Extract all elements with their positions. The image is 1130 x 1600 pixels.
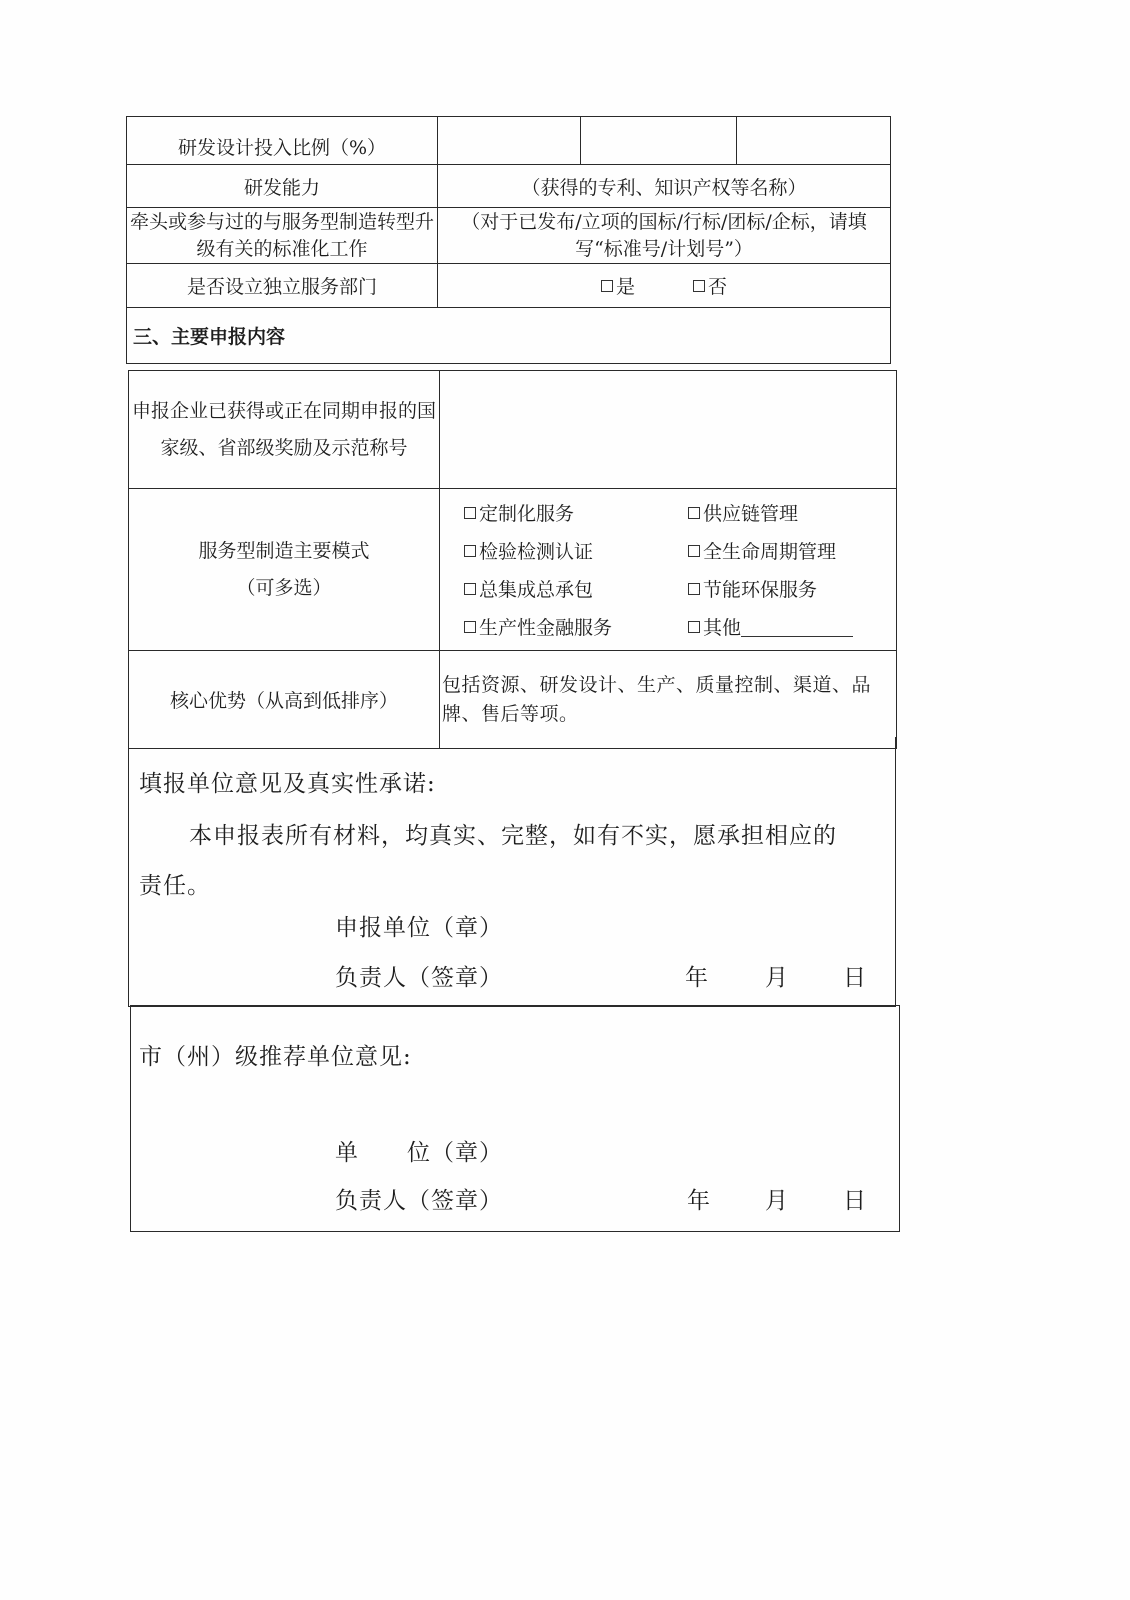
- recommend-person-signature[interactable]: 负责人（签章）: [335, 1188, 503, 1214]
- rd-ratio-cell-2[interactable]: [581, 117, 737, 165]
- recommend-day: 日: [843, 1188, 867, 1214]
- independent-dept-label: 是否设立独立服务部门: [127, 264, 438, 308]
- awards-label: 申报企业已获得或正在同期申报的国家级、省部级奖励及示范称号: [129, 371, 440, 489]
- mode-custom[interactable]: 定制化服务: [464, 499, 688, 526]
- independent-dept-options: [438, 264, 891, 308]
- recommend-year: 年: [687, 1188, 711, 1214]
- declaration-person-signature[interactable]: 负责人（签章）: [335, 965, 503, 991]
- checkbox-icon[interactable]: [688, 545, 700, 557]
- mode-inspection[interactable]: 检验检测认证: [464, 537, 688, 564]
- recommend-month: 月: [765, 1188, 789, 1214]
- basic-info-table: [126, 116, 891, 364]
- declaration-body: 本申报表所有材料，均真实、完整，如有不实，愿承担相应的: [189, 823, 837, 849]
- standard-work-label: 牵头或参与过的与服务型制造转型升级有关的标准化工作: [127, 208, 438, 264]
- checkbox-icon[interactable]: [464, 507, 476, 519]
- rd-ratio-label: 研发设计投入比例（%）: [127, 117, 438, 165]
- declaration-month: 月: [765, 965, 789, 991]
- checkbox-icon[interactable]: [464, 621, 476, 633]
- declaration-unit-seal[interactable]: 申报单位（章）: [335, 915, 503, 941]
- modes-sub: （可多选）: [236, 576, 332, 599]
- checkbox-icon[interactable]: [464, 545, 476, 557]
- modes-label: 服务型制造主要模式: [198, 539, 370, 562]
- modes-options: [440, 489, 897, 651]
- mode-energy[interactable]: 节能环保服务: [688, 575, 888, 602]
- other-blank[interactable]: [741, 618, 853, 637]
- checkbox-icon[interactable]: [693, 280, 705, 292]
- recommend-heading: 市（州）级推荐单位意见:: [139, 1044, 412, 1070]
- mode-supply-chain[interactable]: 供应链管理: [688, 499, 888, 526]
- mode-integration[interactable]: 总集成总承包: [464, 575, 688, 602]
- main-content-table: [128, 370, 897, 749]
- standard-work-field[interactable]: （对于已发布/立项的国标/行标/团标/企标，请填写“标准号/计划号”）: [438, 208, 891, 264]
- mode-other[interactable]: 其他: [688, 613, 888, 640]
- section-title: 三、主要申报内容: [127, 308, 891, 364]
- checkbox-icon[interactable]: [688, 583, 700, 595]
- awards-field[interactable]: [440, 371, 897, 489]
- rd-ratio-cell-3[interactable]: [737, 117, 891, 165]
- rd-ratio-cell-1[interactable]: [438, 117, 581, 165]
- modes-label-cell: [129, 489, 440, 651]
- option-yes[interactable]: 是: [601, 276, 635, 298]
- declaration-day: 日: [843, 965, 867, 991]
- declaration-body-2: 责任。: [139, 873, 211, 899]
- recommend-unit-seal[interactable]: 单 位（章）: [335, 1140, 503, 1166]
- recommend-block: [130, 1005, 900, 1232]
- checkbox-icon[interactable]: [688, 621, 700, 633]
- core-field[interactable]: 包括资源、研发设计、生产、质量控制、渠道、品牌、售后等项。: [440, 651, 897, 749]
- rd-capability-label: 研发能力: [127, 165, 438, 208]
- declaration-heading: 填报单位意见及真实性承诺:: [139, 771, 436, 797]
- rd-capability-field[interactable]: （获得的专利、知识产权等名称）: [438, 165, 891, 208]
- checkbox-icon[interactable]: [601, 280, 613, 292]
- checkbox-icon[interactable]: [464, 583, 476, 595]
- mode-finance[interactable]: 生产性金融服务: [464, 613, 688, 640]
- option-no[interactable]: 否: [693, 276, 727, 298]
- core-label: 核心优势（从高到低排序）: [129, 651, 440, 749]
- declaration-year: 年: [685, 965, 709, 991]
- mode-lifecycle[interactable]: 全生命周期管理: [688, 537, 888, 564]
- checkbox-icon[interactable]: [688, 507, 700, 519]
- declaration-block: [128, 737, 896, 1007]
